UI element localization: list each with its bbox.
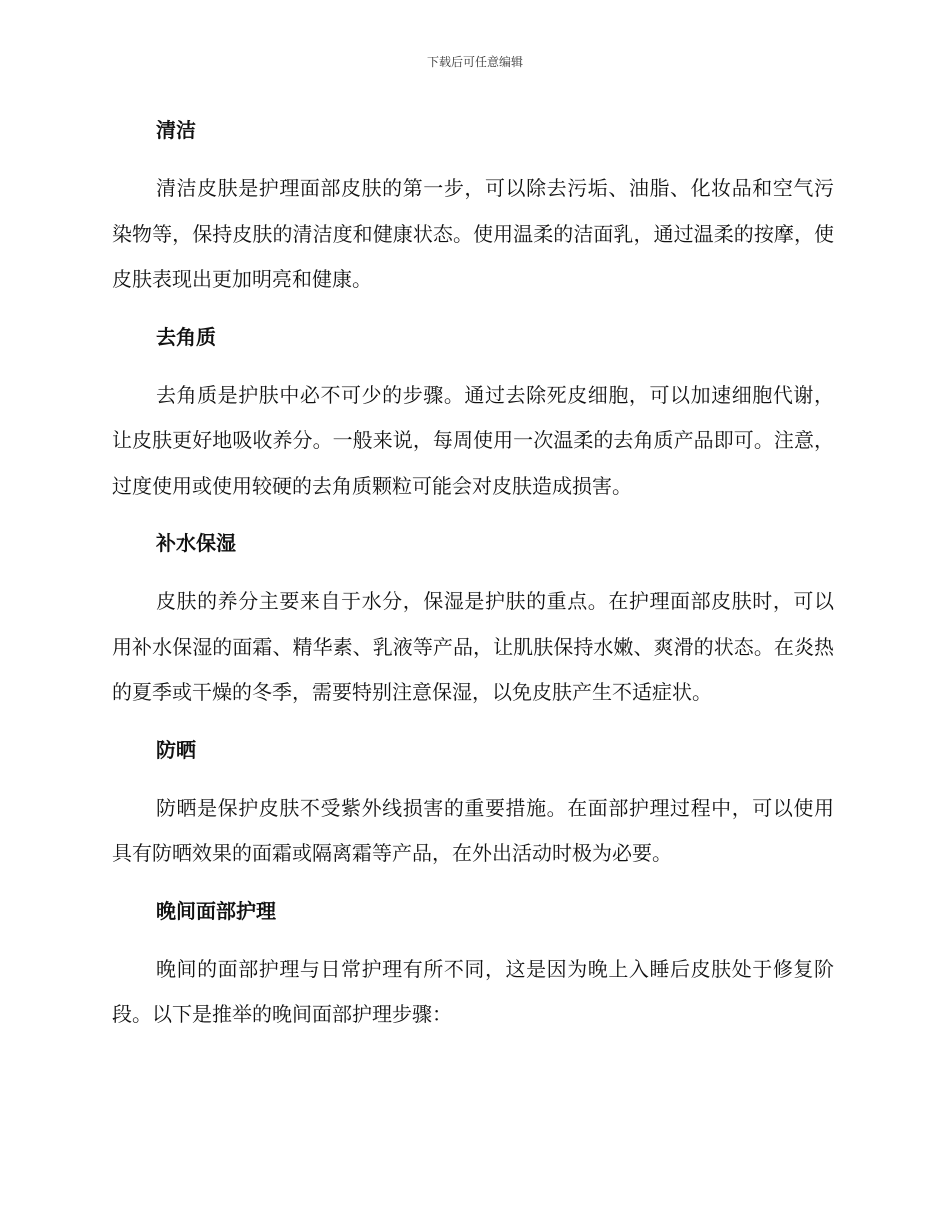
section-moisturizing — [112, 521, 834, 716]
section-night-care — [112, 889, 834, 1038]
section-paragraph: 清洁皮肤是护理面部皮肤的第一步，可以除去污垢、油脂、化妆品和空气污染物等，保持皮肤的清洁度和健康状态。使用温柔的洁面乳，通过温柔的按摩，使皮肤表现出更加明亮和健康。 — [112, 176, 834, 291]
section-heading: 去角质 — [156, 324, 216, 349]
page-header: 下载后可任意编辑 — [426, 55, 523, 69]
section-paragraph: 防晒是保护皮肤不受紫外线损害的重要措施。在面部护理过程中，可以使用具有防晒效果的面霜或隔离霜等产品，在外出活动时极为必要。 — [112, 795, 834, 865]
section-paragraph: 晚间的面部护理与日常护理有所不同，这是因为晚上入睡后皮肤处于修复阶段。以下是推举的晚间面部护理步骤： — [112, 956, 834, 1026]
section-heading: 补水保湿 — [156, 531, 236, 555]
section-sun-protection — [112, 728, 834, 877]
section-heading: 清洁 — [156, 118, 196, 142]
section-exfoliation — [112, 315, 834, 510]
section-heading: 防晒 — [156, 737, 196, 762]
section-paragraph: 皮肤的养分主要来自于水分，保湿是护肤的重点。在护理面部皮肤时，可以用补水保湿的面霜、精华素、乳液等产品，让肌肤保持水嫩、爽滑的状态。在炎热的夏季或干燥的冬季，需要特别注意保湿，以免皮肤产生不适症状。 — [112, 589, 834, 704]
section-heading: 晚间面部护理 — [156, 898, 276, 923]
section-cleansing — [112, 108, 834, 303]
document-body — [112, 108, 834, 1050]
section-paragraph: 去角质是护肤中必不可少的步骤。通过去除死皮细胞，可以加速细胞代谢，让皮肤更好地吸收养分。一般来说，每周使用一次温柔的去角质产品即可。注意，过度使用或使用较硬的去角质颗粒可能会对皮肤造成损害。 — [112, 382, 834, 498]
